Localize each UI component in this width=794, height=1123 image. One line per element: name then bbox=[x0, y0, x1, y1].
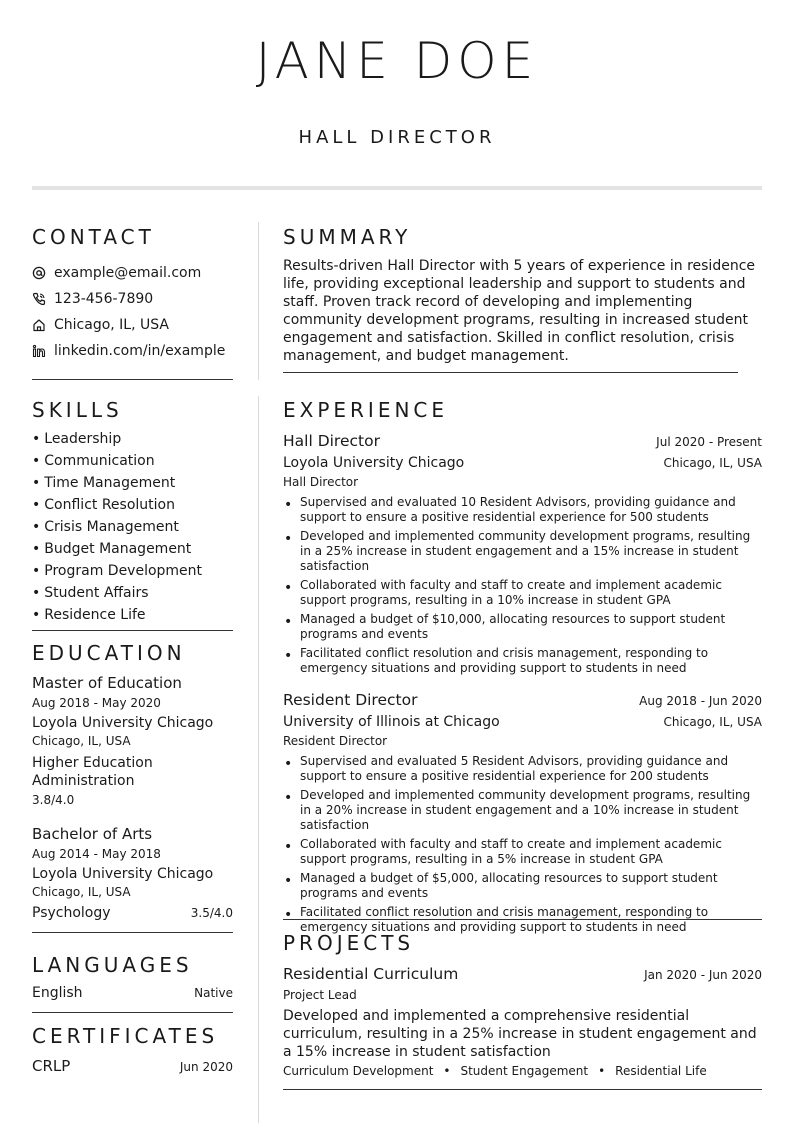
education-dates: Aug 2018 - May 2020 bbox=[32, 696, 161, 710]
project-tag: Curriculum Development bbox=[283, 1064, 434, 1078]
skill-item: • Budget Management bbox=[32, 538, 233, 560]
projects-section bbox=[283, 933, 762, 1078]
education-degree: Bachelor of Arts bbox=[32, 825, 153, 843]
job-company: University of Illinois at Chicago bbox=[283, 714, 500, 730]
job-title: Resident Director bbox=[283, 691, 418, 709]
section-divider bbox=[32, 1012, 233, 1013]
job-company: Loyola University Chicago bbox=[283, 455, 465, 471]
education-field: Psychology bbox=[32, 905, 111, 921]
education-field: Higher Education Administration bbox=[32, 755, 153, 789]
education-gpa: 3.5/4.0 bbox=[190, 906, 233, 920]
project-tag: Residential Life bbox=[615, 1064, 707, 1078]
tag-separator: • bbox=[598, 1064, 606, 1078]
skills-section bbox=[32, 400, 233, 631]
education-heading: EDUCATION bbox=[32, 641, 186, 665]
section-divider bbox=[32, 630, 233, 631]
job-title-header: HALL DIRECTOR bbox=[298, 127, 496, 148]
job-role: Resident Director bbox=[283, 734, 388, 748]
certificate-date: Jun 2020 bbox=[179, 1060, 233, 1074]
languages-heading: LANGUAGES bbox=[32, 953, 193, 977]
contact-location bbox=[32, 312, 233, 338]
project-role: Project Lead bbox=[283, 988, 357, 1002]
education-entry bbox=[32, 674, 233, 809]
contact-linkedin-text: linkedin.com/in/example bbox=[54, 343, 226, 359]
job-role: Hall Director bbox=[283, 475, 359, 489]
job-bullet: • Developed and implemented community development programs, resulting in a 20% increase in student engagement and a 10% increase in student satisfaction bbox=[283, 788, 762, 833]
job-bullet: • Managed a budget of $5,000, allocating resources to support student programs and events bbox=[283, 871, 762, 901]
section-divider bbox=[283, 1089, 762, 1090]
education-section bbox=[32, 643, 233, 933]
education-school: Loyola University Chicago bbox=[32, 715, 214, 731]
project-description: Developed and implemented a comprehensive residential curriculum, resulting in a 25% increase in student engagement and a 15% increase in student satisfaction bbox=[283, 1008, 757, 1060]
certificate-name: CRLP bbox=[32, 1057, 71, 1075]
job-bullet: • Collaborated with faculty and staff to create and implement academic support programs, resulting in a 10% increase in student GPA bbox=[283, 578, 762, 608]
job-bullet: • Supervised and evaluated 5 Resident Advisors, providing guidance and support to ensure a positive residential experience for 200 students bbox=[283, 754, 762, 784]
skill-item: • Program Development bbox=[32, 560, 233, 582]
skill-item: • Time Management bbox=[32, 472, 233, 494]
contact-location-text: Chicago, IL, USA bbox=[54, 317, 169, 333]
summary-text: Results-driven Hall Director with 5 years of experience in residence life, providing exceptional leadership and support to students and staff. Proven track record of developing and implementing community development programs, resulting in increased student engagement and satisfaction. Skilled in conflict resolution, crisis management, and budget management. bbox=[283, 258, 756, 364]
languages-section bbox=[32, 955, 233, 1013]
education-dates: Aug 2014 - May 2018 bbox=[32, 847, 161, 861]
experience-heading: EXPERIENCE bbox=[283, 398, 449, 422]
projects-heading: PROJECTS bbox=[283, 931, 415, 955]
linkedin-icon bbox=[32, 344, 54, 358]
skill-item: • Student Affairs bbox=[32, 582, 233, 604]
job-bullet: • Facilitated conflict resolution and crisis management, responding to emergency situations and providing support to students in need bbox=[283, 905, 762, 935]
section-divider bbox=[283, 919, 762, 920]
contact-section bbox=[32, 227, 233, 380]
job-dates: Aug 2018 - Jun 2020 bbox=[639, 694, 762, 708]
education-degree: Master of Education bbox=[32, 674, 182, 692]
skill-item: • Conflict Resolution bbox=[32, 494, 233, 516]
education-location: Chicago, IL, USA bbox=[32, 734, 131, 748]
experience-section bbox=[283, 400, 762, 939]
education-entry bbox=[32, 825, 233, 922]
project-tag: Student Engagement bbox=[460, 1064, 589, 1078]
job-location: Chicago, IL, USA bbox=[663, 456, 762, 470]
contact-heading: CONTACT bbox=[32, 225, 155, 249]
section-divider bbox=[283, 372, 738, 373]
section-divider bbox=[32, 932, 233, 933]
contact-email-text: example@email.com bbox=[54, 265, 202, 281]
column-divider bbox=[258, 222, 259, 380]
job-bullet: • Facilitated conflict resolution and crisis management, responding to emergency situations and providing support to students in need bbox=[283, 646, 762, 676]
section-divider bbox=[32, 379, 233, 380]
contact-phone[interactable] bbox=[32, 286, 233, 312]
skill-item: • Crisis Management bbox=[32, 516, 233, 538]
contact-phone-text: 123-456-7890 bbox=[54, 291, 154, 307]
contact-linkedin[interactable] bbox=[32, 338, 233, 364]
job-title: Hall Director bbox=[283, 432, 380, 450]
certificate-item bbox=[32, 1057, 233, 1076]
job-entry bbox=[283, 432, 762, 676]
at-icon bbox=[32, 266, 54, 280]
language-level: Native bbox=[194, 986, 233, 1000]
project-title: Residential Curriculum bbox=[283, 965, 459, 983]
summary-heading: SUMMARY bbox=[283, 225, 412, 249]
home-icon bbox=[32, 318, 54, 332]
education-location: Chicago, IL, USA bbox=[32, 885, 131, 899]
phone-icon bbox=[32, 292, 54, 306]
project-entry bbox=[283, 965, 762, 1078]
skill-item: • Leadership bbox=[32, 428, 233, 450]
job-dates: Jul 2020 - Present bbox=[656, 435, 762, 449]
certificates-heading: CERTIFICATES bbox=[32, 1024, 219, 1048]
job-bullet: • Developed and implemented community development programs, resulting in a 25% increase in student engagement and a 15% increase in student satisfaction bbox=[283, 529, 762, 574]
certificates-section bbox=[32, 1026, 233, 1076]
summary-section bbox=[283, 227, 762, 373]
contact-email[interactable] bbox=[32, 260, 233, 286]
job-bullet: • Managed a budget of $10,000, allocating resources to support student programs and events bbox=[283, 612, 762, 642]
candidate-name: JANE DOE bbox=[255, 32, 539, 90]
education-gpa: 3.8/4.0 bbox=[32, 793, 75, 807]
project-dates: Jan 2020 - Jun 2020 bbox=[644, 968, 762, 982]
header-divider bbox=[32, 186, 762, 190]
skills-heading: SKILLS bbox=[32, 398, 123, 422]
job-bullet: • Collaborated with faculty and staff to create and implement academic support programs, resulting in a 5% increase in student GPA bbox=[283, 837, 762, 867]
language-item bbox=[32, 985, 233, 1002]
job-bullet: • Supervised and evaluated 10 Resident Advisors, providing guidance and support to ensure a positive residential experience for 500 students bbox=[283, 495, 762, 525]
column-divider bbox=[258, 396, 259, 1123]
job-entry bbox=[283, 691, 762, 935]
education-school: Loyola University Chicago bbox=[32, 866, 214, 882]
language-name: English bbox=[32, 985, 83, 1001]
skill-item: • Communication bbox=[32, 450, 233, 472]
project-tags bbox=[283, 1064, 762, 1078]
skill-item: • Residence Life bbox=[32, 604, 233, 626]
tag-separator: • bbox=[443, 1064, 451, 1078]
job-location: Chicago, IL, USA bbox=[663, 715, 762, 729]
